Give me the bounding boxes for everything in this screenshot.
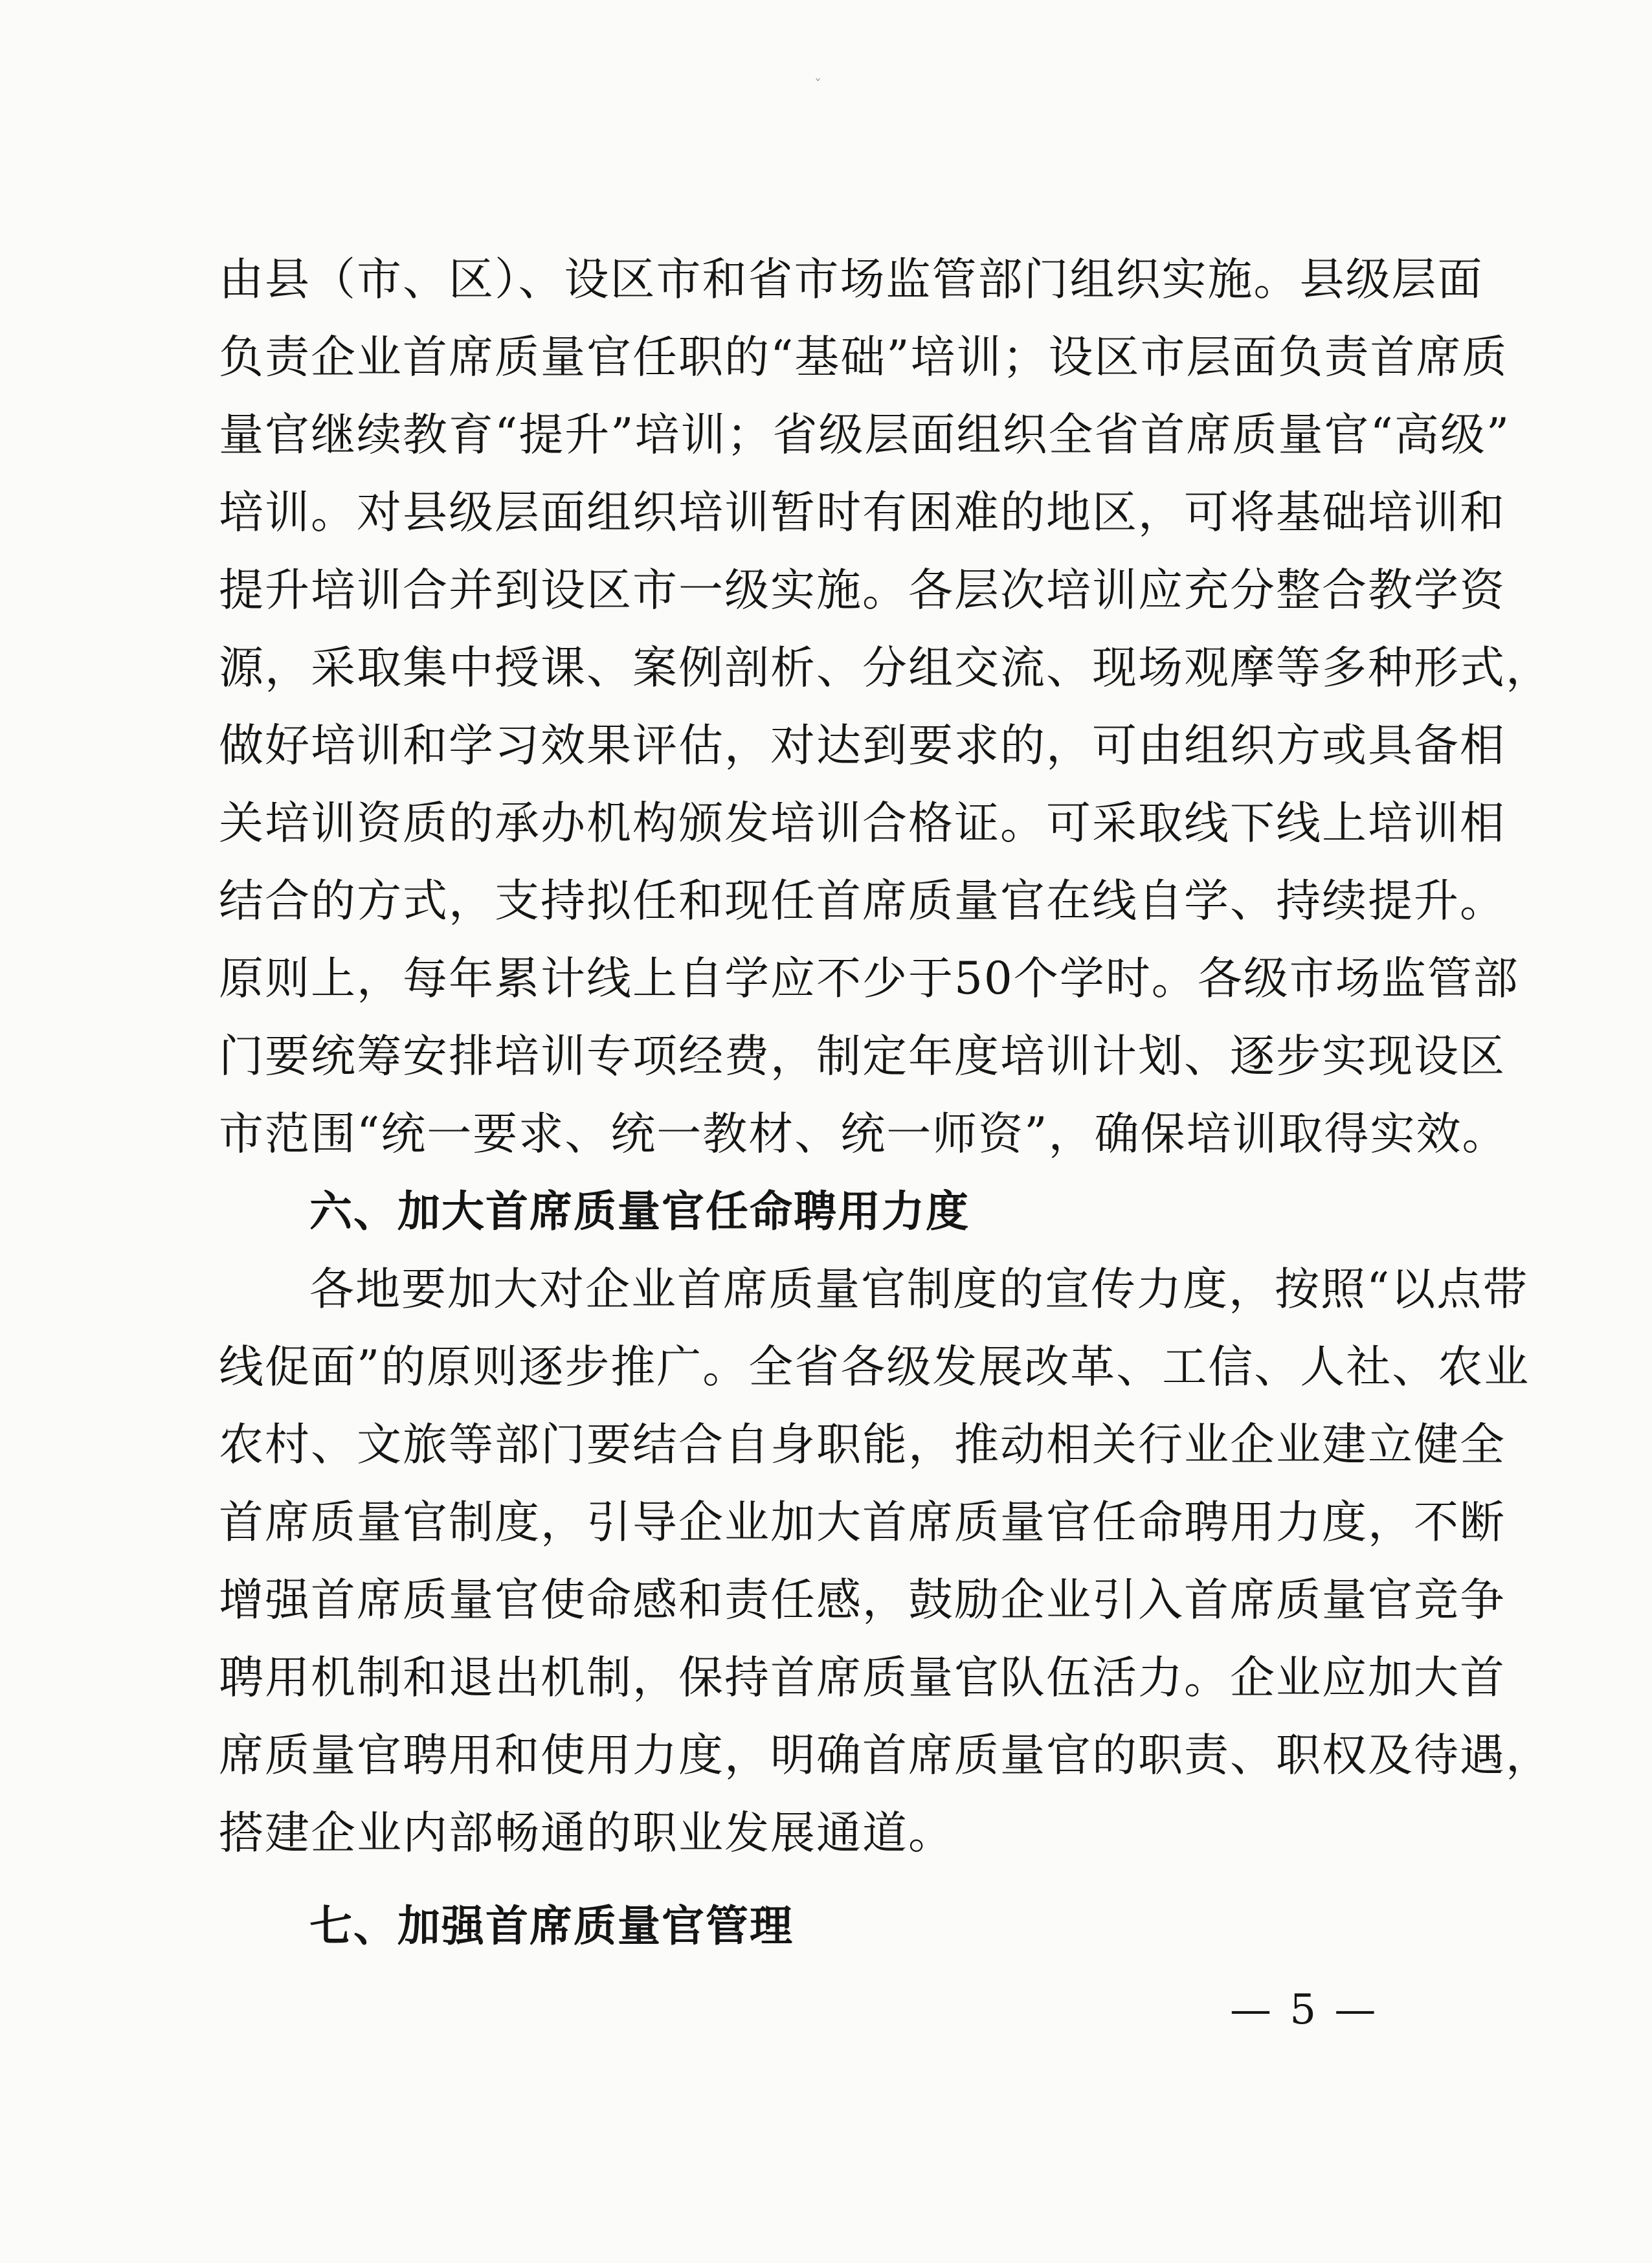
paragraph-1-line-4: 培训。对县级层面组织培训暂时有困难的地区，可将基础培训和 [219, 487, 1506, 539]
section-heading-7: 七、加强首席质量官管理 [309, 1901, 794, 1951]
page-number: — 5 — [1230, 1986, 1379, 2034]
paragraph-2-line-3: 农村、文旅等部门要结合自身职能，推动相关行业企业建立健全 [219, 1419, 1506, 1471]
paragraph-1-line-9: 结合的方式，支持拟任和现任首席质量官在线自学、持续提升。 [219, 875, 1506, 927]
paragraph-2-line-8: 搭建企业内部畅通的职业发展通道。 [219, 1807, 954, 1859]
scan-speck: ˇ [814, 78, 821, 94]
paragraph-2-line-1: 各地要加大对企业首席质量官制度的宣传力度，按照“以点带 [309, 1264, 1529, 1315]
paragraph-1-line-11: 门要统筹安排培训专项经费，制定年度培训计划、逐步实现设区 [219, 1031, 1506, 1082]
paragraph-1-line-7: 做好培训和学习效果评估，对达到要求的，可由组织方或具备相 [219, 720, 1506, 772]
paragraph-2-line-6: 聘用机制和退出机制，保持首席质量官队伍活力。企业应加大首 [219, 1652, 1506, 1704]
paragraph-1-line-3: 量官继续教育“提升”培训；省级层面组织全省首席质量官“高级” [219, 409, 1511, 461]
paragraph-2-line-2: 线促面”的原则逐步推广。全省各级发展改革、工信、人社、农业 [219, 1341, 1530, 1393]
paragraph-1-line-10: 原则上，每年累计线上自学应不少于50个学时。各级市场监管部 [219, 953, 1519, 1005]
paragraph-1-line-12: 市范围“统一要求、统一教材、统一师资”，确保培训取得实效。 [219, 1108, 1508, 1160]
paragraph-1-line-8: 关培训资质的承办机构颁发培训合格证。可采取线下线上培训相 [219, 797, 1506, 849]
paragraph-1-line-6: 源，采取集中授课、案例剖析、分组交流、现场观摩等多种形式， [219, 642, 1552, 694]
paragraph-2-line-7: 席质量官聘用和使用力度，明确首席质量官的职责、职权及待遇， [219, 1730, 1552, 1781]
body-text [219, 241, 1552, 1965]
paragraph-1-line-2: 负责企业首席质量官任职的“基础”培训；设区市层面负责首席质 [219, 331, 1508, 383]
paragraph-1-line-5: 提升培训合并到设区市一级实施。各层次培训应充分整合教学资 [219, 564, 1506, 616]
paragraph-2-line-5: 增强首席质量官使命感和责任感，鼓励企业引入首席质量官竞争 [219, 1574, 1506, 1626]
paragraph-1-line-1: 由县（市、区）、设区市和省市场监管部门组织实施。县级层面 [219, 254, 1484, 306]
paragraph-2-line-4: 首席质量官制度，引导企业加大首席质量官任命聘用力度，不断 [219, 1497, 1506, 1548]
spacer [219, 1872, 1423, 1888]
section-heading-6: 六、加大首席质量官任命聘用力度 [309, 1187, 970, 1236]
